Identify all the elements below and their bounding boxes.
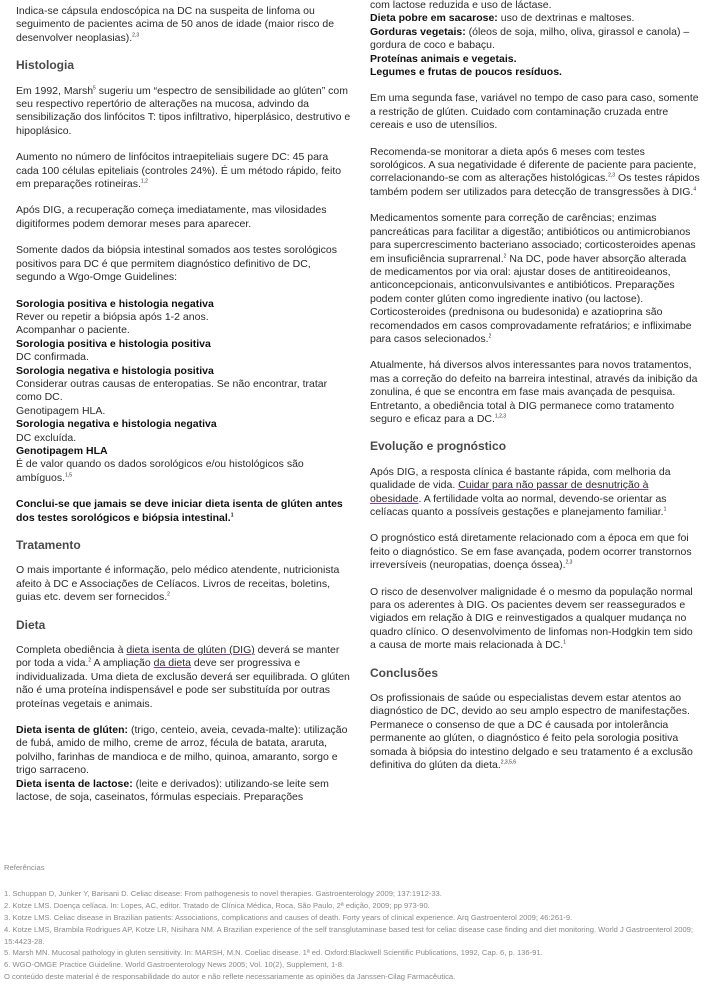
tratamento-paragraph: O mais importante é informação, pelo médico atendente, nutricionista afeito à DC e Associações de Celíacos. Livros de receitas, boletins, guias etc. devem ser fornecidos.$^2$ bbox=[16, 564, 340, 604]
left-column bbox=[16, 0, 352, 805]
case-text: É de valor quando os dados sorológicos e/ou histológicos são ambíguos.$^{1,5}$ bbox=[16, 458, 304, 484]
references-section bbox=[4, 862, 704, 983]
evolucao-paragraph-2: O prognóstico está diretamente relacionado com a época em que foi feito o diagnóstico. Se em fase avançada, podem ocorrer transtornos irreversíveis (neuropatias, doença óssea).$^{2,3}$ bbox=[370, 532, 692, 572]
references-title: Referências bbox=[4, 863, 45, 872]
dieta-list: Dieta isenta de glúten: (trigo, centeio, aveia, cevada-malte): utilização de fubá, amido de milho, creme de arroz, fécula de batata, araruta, polvilho, farinhas de mandioca e de milho, quinoa, amaranto, sorgo e trigo sarraceno. Dieta isenta de lactose: (leite e derivados): utilizando-se leite sem lactose, de soja, caseinatos, fórmulas especiais. Preparações bbox=[16, 724, 348, 804]
reference-item: 1. Schuppan D, Junker Y, Barisani D. Celiac disease: From pathogenesis to novel therapies. Gastroenterology 2009; 137:1912-33. bbox=[4, 888, 442, 898]
intro-paragraph: Indica-se cápsula endoscópica na DC na suspeita de linfoma ou seguimento de pacientes acima de 50 anos de idade (maior risco de desenvolver neoplasias).$^{2,3}$ bbox=[16, 5, 335, 44]
dieta-continuation: com lactose reduzida e uso de láctase. Dieta pobre em sacarose: uso de dextrinas e maltoses. Gorduras vegetais: (óleos de soja, milho, oliva, girassol e canola) – gordura de coco e babaçu. Proteínas animais e vegetais. Legumes e frutas de poucos resíduos. bbox=[370, 0, 690, 79]
case-text: Genotipagem HLA. bbox=[16, 404, 106, 417]
histologia-paragraph-2: Aumento no número de linfócitos intraepiteliais sugere DC: 45 para cada 100 células epiteliais (controles 24%). É um método rápido, feito em preparações rotineiras.$^{1,2}$ bbox=[16, 151, 342, 191]
evolucao-paragraph-3: O risco de desenvolver malignidade é o mesmo da população normal para os aderentes à DIG. Os pacientes devem ser reassegurados e vigiados em relação à DIG e reinvestigados a qualquer mudança no quadro clínico. O desenvolvimento de linfomas non-Hodgkin tem sido a causa de morte mais relacionada à DC.$^1$ bbox=[370, 585, 693, 652]
novos-tratamentos-paragraph: Atualmente, há diversos alvos interessantes para novos tratamentos, mas a correção do defeito na barreira intestinal, através da inibição da zonulina, é que se encontra em fase mais avançada de pesquisa. Entretanto, a obediência total à DIG permanece como tratamento seguro e eficaz para a DC.$^{1,2,3}$ bbox=[370, 359, 698, 425]
heading-tratamento: Tratamento bbox=[16, 538, 81, 552]
reference-item: 3. Kotze LMS. Celiac disease in Brazilian patients: Associations, complications and causes of death. Forty years of clinical experience. Arq Gastroenterol 2009; 46:261-9. bbox=[4, 912, 573, 922]
reference-item: 5. Marsh MN. Mucosal pathology in gluten sensitivity. In: MARSH, M.N. Coeliac disease. 1ª ed. Oxford:Blackwell Scientific Publications, 1992, Cap. 6, p. 136-91. bbox=[4, 948, 543, 958]
dieta-paragraph: Completa obediência à dieta isenta de glúten (DIG) deverá se manter por toda a vida.$^2$ A ampliação da dieta deve ser progressiva e individualizada. Uma dieta de exclusão deverá ser equilibrada. O glúten não é uma proteína indispensável e pode ser substituída por outras proteínas vegetais e animais. bbox=[16, 644, 350, 710]
heading-evolucao: Evolução e prognóstico bbox=[370, 439, 507, 454]
reference-item: 2. Kotze LMS. Doença celíaca. In: Lopes, AC, editor. Tratado de Clínica Médica, Roca, São Paulo, 2ª edição, 2009; pp 973-90. bbox=[4, 900, 430, 910]
case-text: Rever ou repetir a biópsia após 1-2 anos. bbox=[16, 310, 209, 323]
diagnostic-cases bbox=[16, 298, 352, 486]
case-title: Sorologia negativa e histologia negativa bbox=[16, 418, 217, 431]
dieta-paragraph-fase: Em uma segunda fase, variável no tempo de caso para caso, somente a restrição de glúten. Cuidado com contaminação cruzada entre cereais e uso de utensílios. bbox=[370, 92, 699, 132]
case-text: Acompanhar o paciente. bbox=[16, 324, 130, 337]
reference-item: 6. WGO-OMGE Practice Guideline. World Gastroenterology News 2005; Vol. 10(2), Supplement, 1-8. bbox=[4, 960, 345, 970]
case-text: DC confirmada. bbox=[16, 351, 89, 364]
case-text: Considerar outras causas de enteropatias. Se não encontrar, tratar como DC. bbox=[16, 377, 328, 404]
histologia-paragraph-1: Em 1992, Marsh$^5$ sugeriu um “espectro de sensibilidade ao glúten” com seu respectivo repertório de alterações na mucosa, advindo da sensibilização dos linfócitos T: tipos infiltrativo, hiperplásico, destrutivo e hipoplásico. bbox=[16, 84, 351, 137]
heading-histologia: Histologia bbox=[16, 58, 75, 73]
case-title: Sorologia positiva e histologia negativa bbox=[16, 297, 214, 310]
case-title: Sorologia negativa e histologia positiva bbox=[16, 364, 214, 377]
reference-item: 4. Kotze LMS, Brambila Rodrigues AP, Kotze LR, Nisihara NM. A Brazilian experience of the self transglutaminase based test for celiac disease case finding and diet monitoring. World J Gastroenterol 2009; 15:4423-28. bbox=[4, 924, 694, 946]
conclusion-statement: Conclui-se que jamais se deve iniciar dieta isenta de glúten antes dos testes sorológicos e biópsia intestinal.$^1$ bbox=[16, 498, 343, 524]
monitoramento-paragraph: Recomenda-se monitorar a dieta após 6 meses com testes sorológicos. A sua negatividade é diferente de paciente para paciente, correlacionando-se com as alterações histológicas.$^{2,3}$ Os testes rápidos também podem ser utilizados para detecção de transgressões à DIG.$^4$ bbox=[370, 145, 700, 198]
disclaimer: O conteúdo deste material é de responsabilidade do autor e não reflete necessariamente as opiniões da Janssen-Cilag Farmacêutica. bbox=[4, 972, 456, 982]
case-text: DC excluída. bbox=[16, 431, 77, 444]
histologia-paragraph-3: Após DIG, a recuperação começa imediatamente, mas vilosidades digitiformes podem demorar meses para aparecer. bbox=[16, 204, 327, 230]
evolucao-paragraph-1: Após DIG, a resposta clínica é bastante rápida, com melhoria da qualidade de vida. Cuidar para não passar de desnutrição à obesidade. A fertilidade volta ao normal, devendo-se orientar as celíacas quanto a possíveis gestações e planejamento familiar.$^1$ bbox=[370, 465, 671, 518]
histologia-paragraph-4: Somente dados da biópsia intestinal somados aos testes sorológicos positivos para DC é que permitem diagnóstico definitivo de DC, segundo a Wgo-Omge Guidelines: bbox=[16, 244, 338, 284]
heading-dieta: Dieta bbox=[16, 617, 46, 632]
right-column bbox=[370, 0, 700, 786]
medicamentos-paragraph: Medicamentos somente para correção de carências; enzimas pancreáticas para facilitar a digestão; antibióticos ou antimicrobianos para supercrescimento bacteriano associado; corticosteroides apenas em insuficiência suprarrenal.$^2$ Na DC, pode haver absorção alterada de medicamentos por via oral: ajustar doses de antitireoideanos, anticoncepcionais, anticonvulsivantes e antibióticos. Preparações podem conter glúten como ingrediente inativo (ou lactose). Corticosteroides (prednisona ou budesonida) e azatioprina são recomendados em casos comprovadamente refratários; e infliximabe para casos selecionados.$^2$ bbox=[370, 212, 696, 345]
case-title: Genotipagem HLA bbox=[16, 444, 108, 457]
heading-conclusoes: Conclusões bbox=[370, 665, 439, 680]
conclusoes-paragraph: Os profissionais de saúde ou especialistas devem estar atentos ao diagnóstico de DC, devido ao seu amplo espectro de manifestações. Permanece o consenso de que a DC é causada por intolerância permanente ao glúten, o diagnóstico é feito pela sorologia positiva somada à biópsia do intestino delgado e seu tratamento é a exclusão definitiva do glúten da dieta.$^{2,3,5,6}$ bbox=[370, 692, 693, 772]
case-title: Sorologia positiva e histologia positiva bbox=[16, 337, 211, 350]
